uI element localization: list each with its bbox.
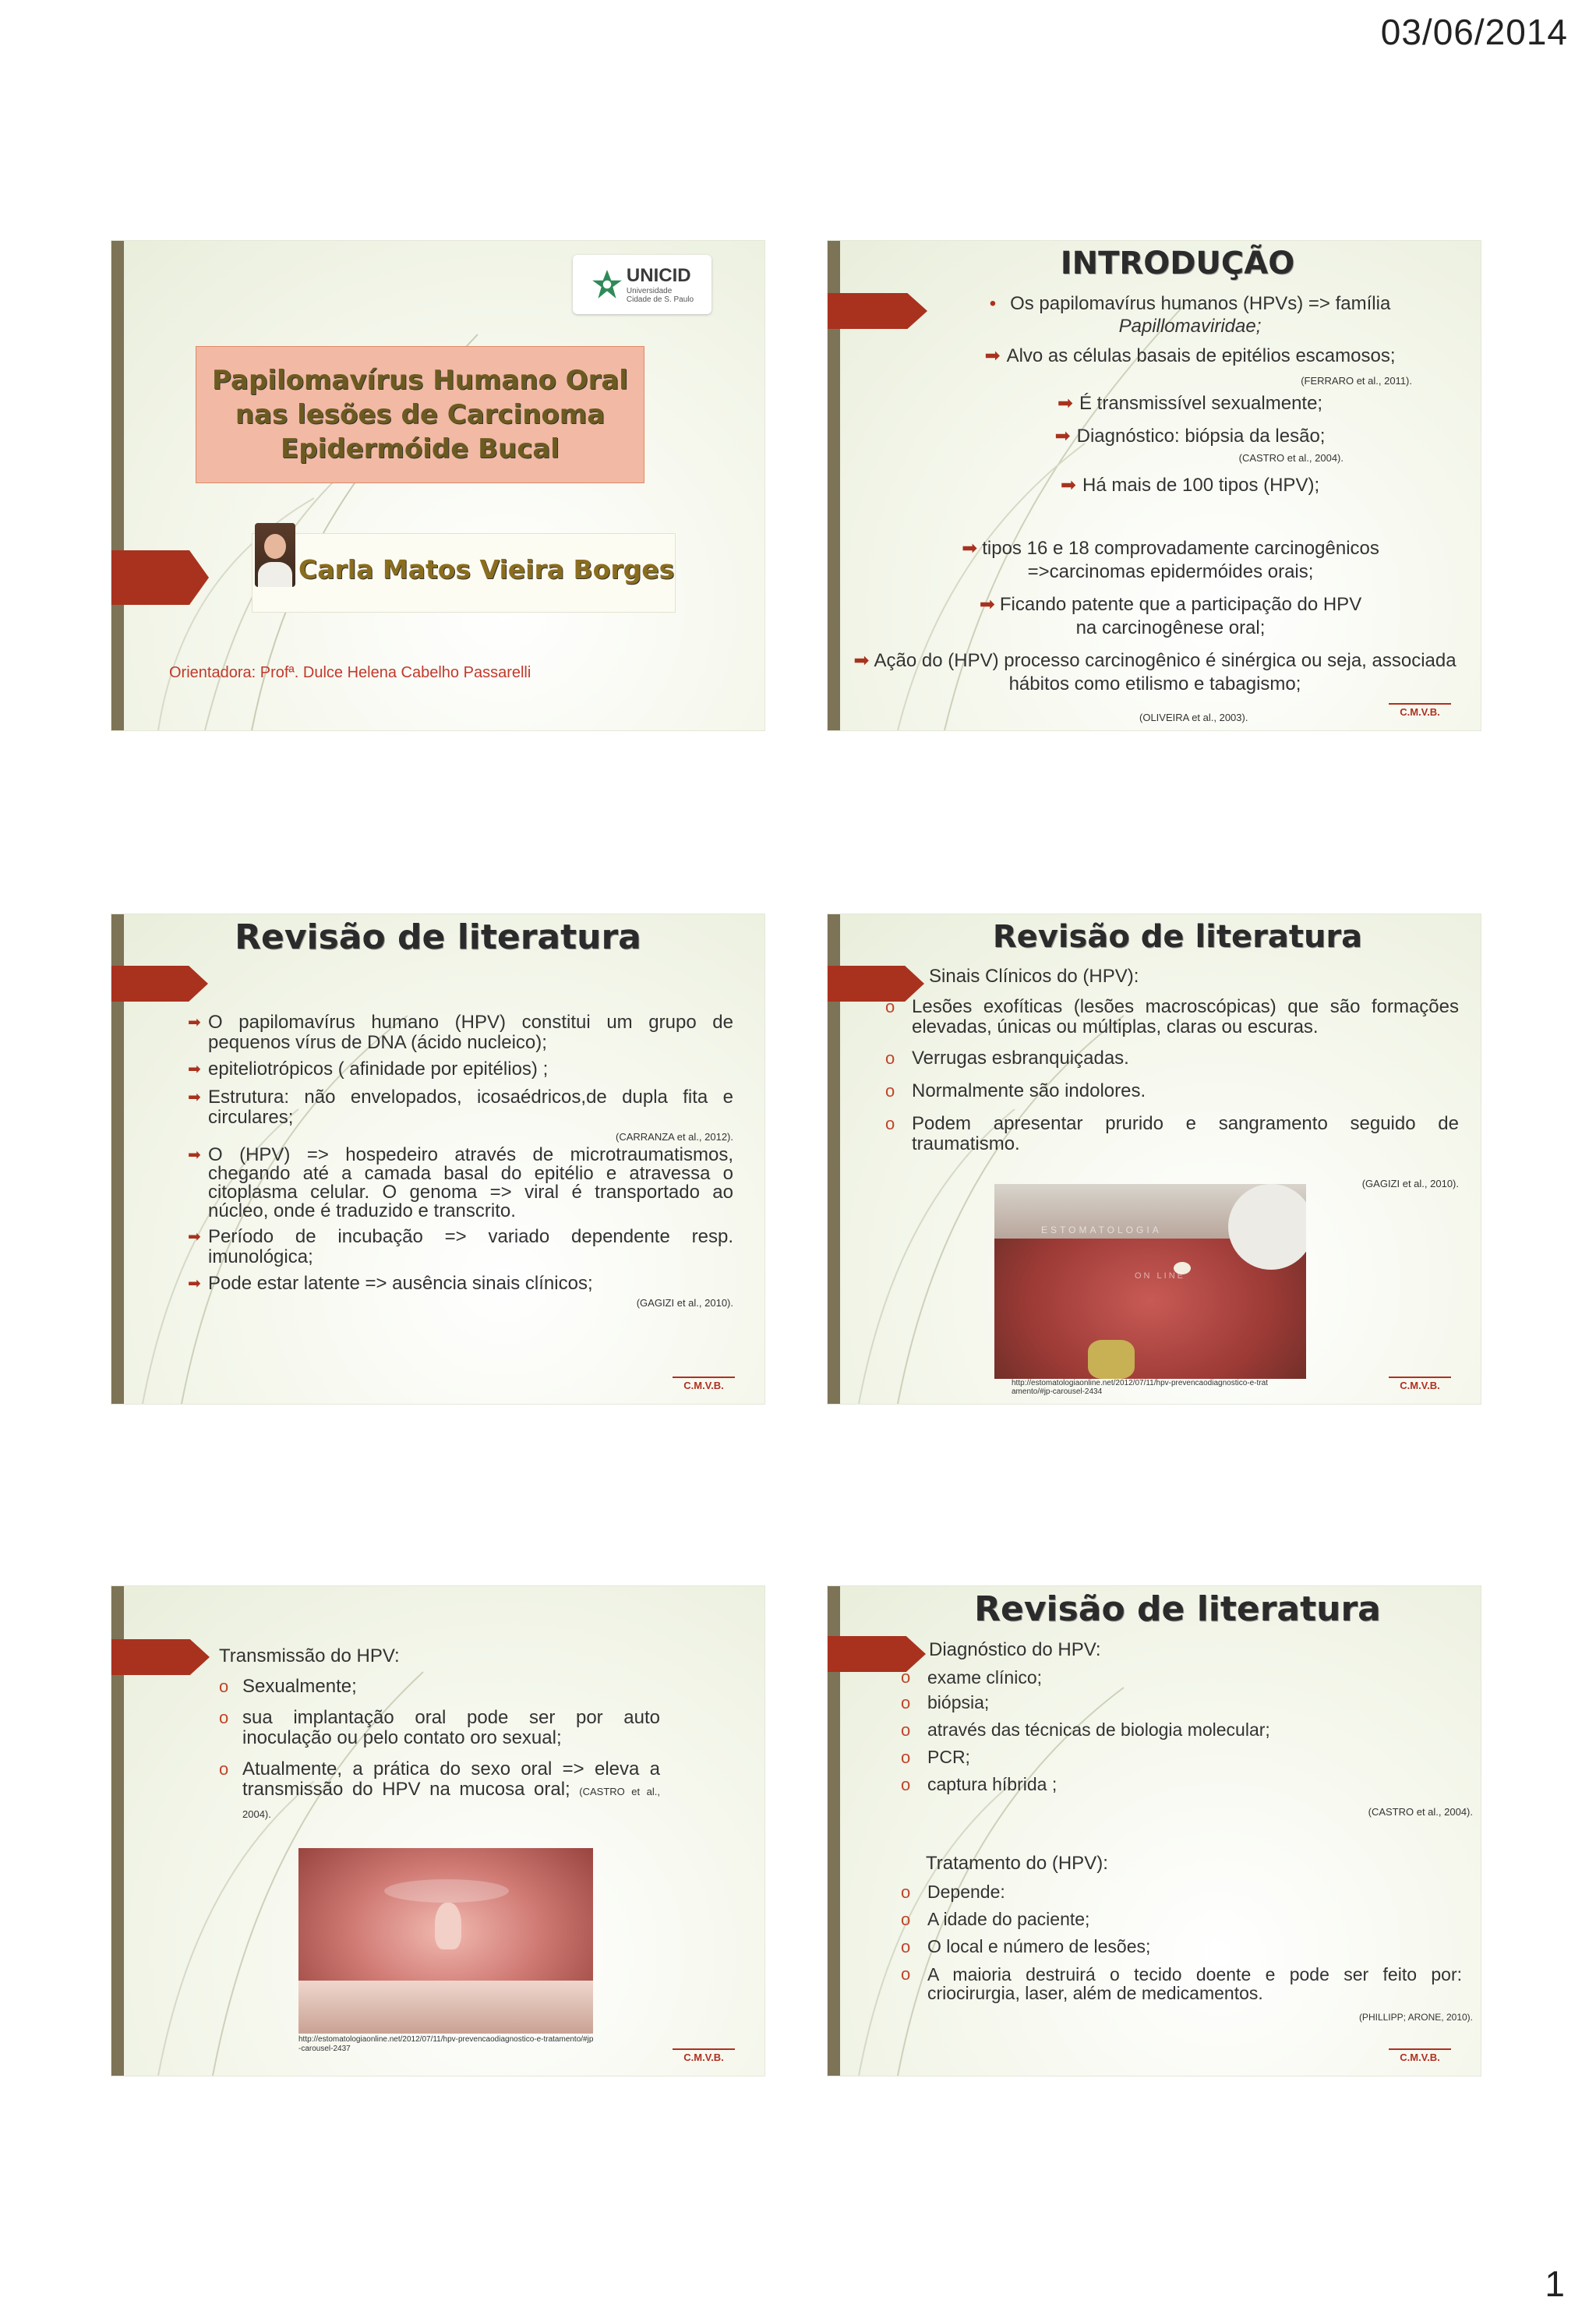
pointer-icon: ➡ <box>1054 426 1071 447</box>
bullet-item: o Podem apresentar prurido e sangramento seguido de traumatismo. <box>885 1113 1459 1154</box>
citation: (CASTRO et al., 2004). <box>1368 1806 1473 1818</box>
pointer-icon: ➡ <box>984 345 1001 366</box>
slide-heading: Revisão de literatura <box>235 917 641 957</box>
pointer-icon: ➡ <box>1057 393 1073 414</box>
bullet-item: ➡ Pode estar latente => ausência sinais clínicos; <box>188 1273 593 1294</box>
list-item: o exame clínico; <box>901 1667 1043 1688</box>
list-item: o A maioria destruirá o tecido doente e pode ser feito por: criocirurgia, laser, além de medicamentos. <box>901 1964 1462 2003</box>
circle-bullet-icon: o <box>219 1677 229 1696</box>
list-item: o O local e número de lesões; <box>901 1933 1462 1960</box>
footer-initials: C.M.V.B. <box>673 1377 735 1391</box>
bullet-item: ➡ O papilomavírus humano (HPV) constitui um grupo de pequenos vírus de DNA (ácido nucleico); <box>188 1012 733 1053</box>
author-avatar <box>255 523 295 587</box>
bullet-item: ➡ É transmissível sexualmente; <box>1057 393 1323 414</box>
bullet-item: ➡ Ação do (HPV) processo carcinogênico é sinérgica ou seja, associada hábitos como etilismo e tabagismo; <box>853 650 1457 694</box>
slide-revisao-2[interactable] <box>828 914 1481 1404</box>
decorative-curves <box>111 241 764 730</box>
circle-bullet-icon: o <box>901 1775 911 1794</box>
lip-lesion-photo <box>994 1184 1306 1379</box>
accent-arrow <box>111 1639 210 1675</box>
accent-arrow <box>111 550 209 605</box>
bullet-item: o Atualmente, a prática do sexo oral => eleva a transmissão do HPV na mucosa oral; (CASTRO et al., 2004). <box>219 1758 660 1820</box>
bullet-item: ➡ O (HPV) => hospedeiro através de microtraumatismos, chegando até a camada basal do epitélio e atravessa o citoplasma celular. O genoma => viral é transportado ao núcleo, onde é traduzido e transcrito. <box>188 1144 733 1221</box>
bullet-item: ➡ Diagnóstico: biópsia da lesão; <box>1054 426 1326 447</box>
circle-bullet-icon: o <box>219 1708 229 1727</box>
pointer-icon: ➡ <box>188 1147 201 1164</box>
accent-arrow <box>828 293 927 329</box>
star-logo-icon <box>591 268 623 301</box>
pointer-icon: ➡ <box>1060 475 1076 496</box>
circle-bullet-icon: o <box>901 1693 911 1712</box>
page-number: 1 <box>1545 2264 1565 2304</box>
list-item: o A idade do paciente; <box>901 1906 1462 1933</box>
circle-bullet-icon: o <box>901 1667 911 1687</box>
footer-initials: C.M.V.B. <box>1389 1377 1451 1391</box>
slide-heading: Revisão de literatura <box>974 1589 1381 1629</box>
slide-introducao[interactable] <box>828 241 1481 730</box>
citation: (GAGIZI et al., 2010). <box>636 1297 733 1309</box>
bullet-item: o sua implantação oral pode ser por auto inoculação ou pelo contato oro sexual; <box>219 1707 660 1748</box>
bullet-item: ➡ Ficando patente que a participação do HPV na carcinogênese oral; <box>979 594 1362 638</box>
bullet-item: ➡ Há mais de 100 tipos (HPV); <box>1060 475 1320 496</box>
list-item: o biópsia; <box>901 1689 1462 1716</box>
pointer-icon: ➡ <box>188 1275 201 1292</box>
bullet-item: o Sexualmente; <box>219 1676 357 1697</box>
slide-transmissao[interactable] <box>111 1586 764 2076</box>
photo-watermark: ESTOMATOLOGIA <box>1041 1225 1162 1235</box>
footer-initials: C.M.V.B. <box>1389 703 1451 718</box>
title-box <box>196 346 644 483</box>
pointer-icon: ➡ <box>853 650 870 671</box>
slide-diagnostico[interactable] <box>828 1586 1481 2076</box>
section-heading: Diagnóstico do HPV: <box>929 1639 1101 1660</box>
unicid-logo <box>573 255 711 314</box>
circle-bullet-icon: o <box>885 1081 895 1101</box>
pointer-icon: ➡ <box>188 1228 201 1246</box>
citation: (FERRARO et al., 2011). <box>1301 375 1412 387</box>
slide-heading: Revisão de literatura <box>992 919 1363 955</box>
pointer-icon: ➡ <box>188 1014 201 1031</box>
citation: (GAGIZI et al., 2010). <box>1361 1178 1459 1189</box>
oral-mucosa-photo <box>298 1848 593 2034</box>
slide-title[interactable] <box>111 241 764 730</box>
slide-revisao-1[interactable] <box>111 914 764 1404</box>
circle-bullet-icon: o <box>901 1882 911 1902</box>
bullet-item-italic: Papillomaviridae; <box>1118 316 1262 337</box>
citation: (PHILLIPP; ARONE, 2010). <box>1358 2012 1473 2023</box>
section-heading: Tratamento do (HPV): <box>926 1853 1108 1874</box>
circle-bullet-icon: o <box>901 1748 911 1767</box>
section-heading: Sinais Clínicos do (HPV): <box>929 966 1139 987</box>
bullet-item: ➡ Período de incubação => variado dependente resp. imunológica; <box>188 1226 733 1267</box>
bullet-item: ➡ tipos 16 e 18 comprovadamente carcinogênicos =>carcinomas epidermóides orais; <box>962 538 1379 582</box>
circle-bullet-icon: o <box>901 1910 911 1929</box>
citation: (CASTRO et al., 2004). <box>1238 452 1344 464</box>
pointer-icon: ➡ <box>188 1061 201 1078</box>
footer-initials: C.M.V.B. <box>1389 2048 1451 2063</box>
circle-bullet-icon: o <box>901 1964 911 1984</box>
list-item: o Depende: <box>901 1878 1462 1906</box>
bullet-item: o Normalmente são indolores. <box>885 1080 1146 1101</box>
footer-initials: C.M.V.B. <box>673 2048 735 2063</box>
bullet-item: ➡ Estrutura: não envelopados, icosaédricos,de dupla fita e circulares; <box>188 1087 733 1128</box>
bullet-item: ➡ Alvo as células basais de epitélios escamosos; <box>984 345 1396 366</box>
photo-watermark-2: ON LINE <box>1135 1271 1186 1281</box>
logo-subtitle-2: Cidade de S. Paulo <box>626 295 694 304</box>
circle-bullet-icon: o <box>901 1720 911 1740</box>
source-url[interactable]: http://estomatologiaonline.net/2012/07/11/hpv-prevencaodiagnostico-e-tratamento/#jp-carousel-2434 <box>1012 1379 1268 1396</box>
list-item: o PCR; <box>901 1744 1462 1771</box>
logo-subtitle: Universidade <box>626 287 673 295</box>
pointer-icon: ➡ <box>979 594 995 615</box>
bullet-item: o Lesões exofíticas (lesões macroscópicas) que são formações elevadas, únicas ou múltiplas, claras ou escuras. <box>885 996 1459 1037</box>
bullet-item: • Os papilomavírus humanos (HPVs) => família <box>989 293 1391 314</box>
bullet-item: ➡ epiteliotrópicos ( afinidade por epitélios) ; <box>188 1059 549 1080</box>
accent-arrow <box>111 966 208 1002</box>
slide-sidebar <box>111 241 124 730</box>
citation: (CARRANZA et al., 2012). <box>616 1131 733 1143</box>
circle-bullet-icon: o <box>885 997 895 1016</box>
pointer-icon: ➡ <box>962 538 978 559</box>
page-date: 03/06/2014 <box>1380 12 1568 52</box>
circle-bullet-icon: o <box>219 1759 229 1779</box>
citation: (OLIVEIRA et al., 2003). <box>1139 712 1248 723</box>
author-name: Carla Matos Vieira Borges <box>298 554 675 585</box>
slide-heading: INTRODUÇÃO <box>1060 246 1295 281</box>
section-heading: Transmissão do HPV: <box>219 1645 400 1666</box>
source-url[interactable]: http://estomatologiaonline.net/2012/07/11/hpv-prevencaodiagnostico-e-tratamento/#jp-carousel-2437 <box>298 2035 594 2053</box>
inline-citation: (CASTRO et al., 2004). <box>242 1786 660 1820</box>
logo-name: UNICID <box>626 265 691 286</box>
dot-icon: • <box>989 293 997 314</box>
presentation-title: Papilomavírus Humano Oral nas lesões de Carcinoma Epidermóide Bucal <box>212 365 628 465</box>
advisor-line: Orientadora: Profª. Dulce Helena Cabelho Passarelli <box>169 664 531 681</box>
list-item: o através das técnicas de biologia molecular; <box>901 1716 1462 1744</box>
list-item: o captura híbrida ; <box>901 1771 1462 1798</box>
bullet-item: o Verrugas esbranquiçadas. <box>885 1048 1129 1069</box>
circle-bullet-icon: o <box>885 1114 895 1133</box>
circle-bullet-icon: o <box>885 1048 895 1068</box>
circle-bullet-icon: o <box>901 1937 911 1956</box>
pointer-icon: ➡ <box>188 1089 201 1106</box>
